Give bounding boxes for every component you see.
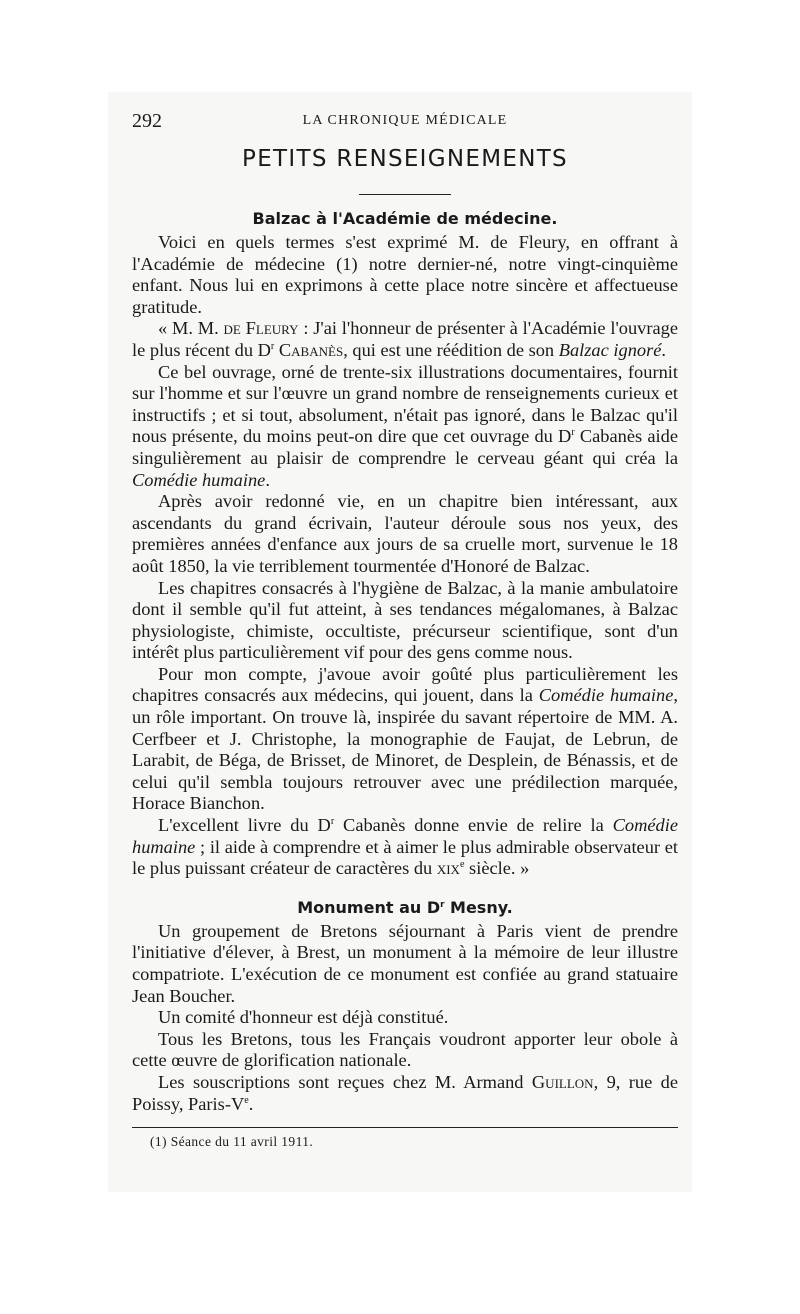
title-divider <box>359 194 451 195</box>
journal-title: LA CHRONIQUE MÉDICALE <box>302 113 508 128</box>
paragraph: Pour mon compte, j'avoue avoir goûté plus particulièrement les chapitres consacrés aux médecins, qui jouent, dans la Comédie humaine, un rôle important. On trouve là, inspirée du savant répertoire de MM. A. Cerfbeer et J. Christophe, la monographie de Faujat, de Lebrun, de Larabit, de Béga, de Brisset, de Minoret, de Desplein, de Bénassis, et de celui qu'il sembla toujours retrouver avec une prédilection marquée, Horace Bianchon. <box>132 663 678 814</box>
paragraph: L'excellent livre du $D^r$ Cabanès donne envie de relire la Comédie humaine ; il aide à comprendre et à aimer le plus admirable observateur et le plus puissant créateur de caractères du xix$^e$ siècle. » <box>132 815 678 879</box>
paragraph: Un groupement de Bretons séjournant à Paris vient de prendre l'initiative d'élever, à Brest, un monument à la mémoire de leur illustre compatriote. L'exécution de ce monument est confiée au grand statuaire Jean Boucher. <box>132 920 678 1006</box>
article-heading-mesny: Monument au $D^r$ Mesny. <box>297 897 513 917</box>
footnote-divider <box>132 1127 678 1128</box>
paragraph: « M. M. de Fleury : J'ai l'honneur de présenter à l'Académie l'ouvrage le plus récent du $D^r$ Cabanès, qui est une réédition de son Balzac ignoré. <box>132 318 679 360</box>
document-page <box>132 110 678 1150</box>
paragraph: Un comité d'honneur est déjà constitué. <box>158 1007 449 1028</box>
article-heading-balzac: Balzac à l'Académie de médecine. <box>252 209 558 228</box>
paragraph: Voici en quels termes s'est exprimé M. de Fleury, en offrant à l'Académie de médecine (1) notre dernier-né, notre vingt-cinquième enfant. Nous lui en exprimons à cette place notre sincère et affectueuse gratitude. <box>132 232 678 317</box>
footnote: (1) Séance du 11 avril 1911. <box>150 1134 314 1150</box>
page-number: 292 <box>132 110 162 132</box>
paragraph: Les chapitres consacrés à l'hygiène de Balzac, à la manie ambulatoire dont il semble qu'il fut atteint, à ses tendances mégalomanes, à Balzac physiologiste, chimiste, occultiste, précurseur scientifique, sont d'un intérêt plus particulièrement vif pour des gens comme nous. <box>132 577 678 663</box>
paragraph: Après avoir redonné vie, en un chapitre bien intéressant, aux ascendants du grand écrivain, l'auteur déroule sous nos yeux, des premières années d'enfance aux jours de sa cruelle mort, survenue le 18 août 1850, la vie terriblement tourmentée d'Honoré de Balzac. <box>132 491 678 576</box>
paragraph: Tous les Bretons, tous les Français voudront apporter leur obole à cette œuvre de glorification nationale. <box>132 1028 678 1071</box>
running-header <box>132 110 678 134</box>
paragraph: Ce bel ouvrage, orné de trente-six illustrations documentaires, fournit sur l'homme et sur l'œuvre un grand nombre de renseignements curieux et instructifs ; et si tout, absolument, n'était pas ignoré, dans le Balzac qu'il nous présente, du moins peut-on dire que cet ouvrage du $D^r$ Cabanès aide singulièrement au plaisir de comprendre le cerveau géant qui créa la Comédie humaine. <box>132 361 678 490</box>
paragraph: Les souscriptions sont reçues chez M. Armand Guillon, 9, rue de Poissy, Paris-Ve. <box>132 1071 678 1114</box>
section-title: PETITS RENSEIGNEMENTS <box>242 146 568 172</box>
